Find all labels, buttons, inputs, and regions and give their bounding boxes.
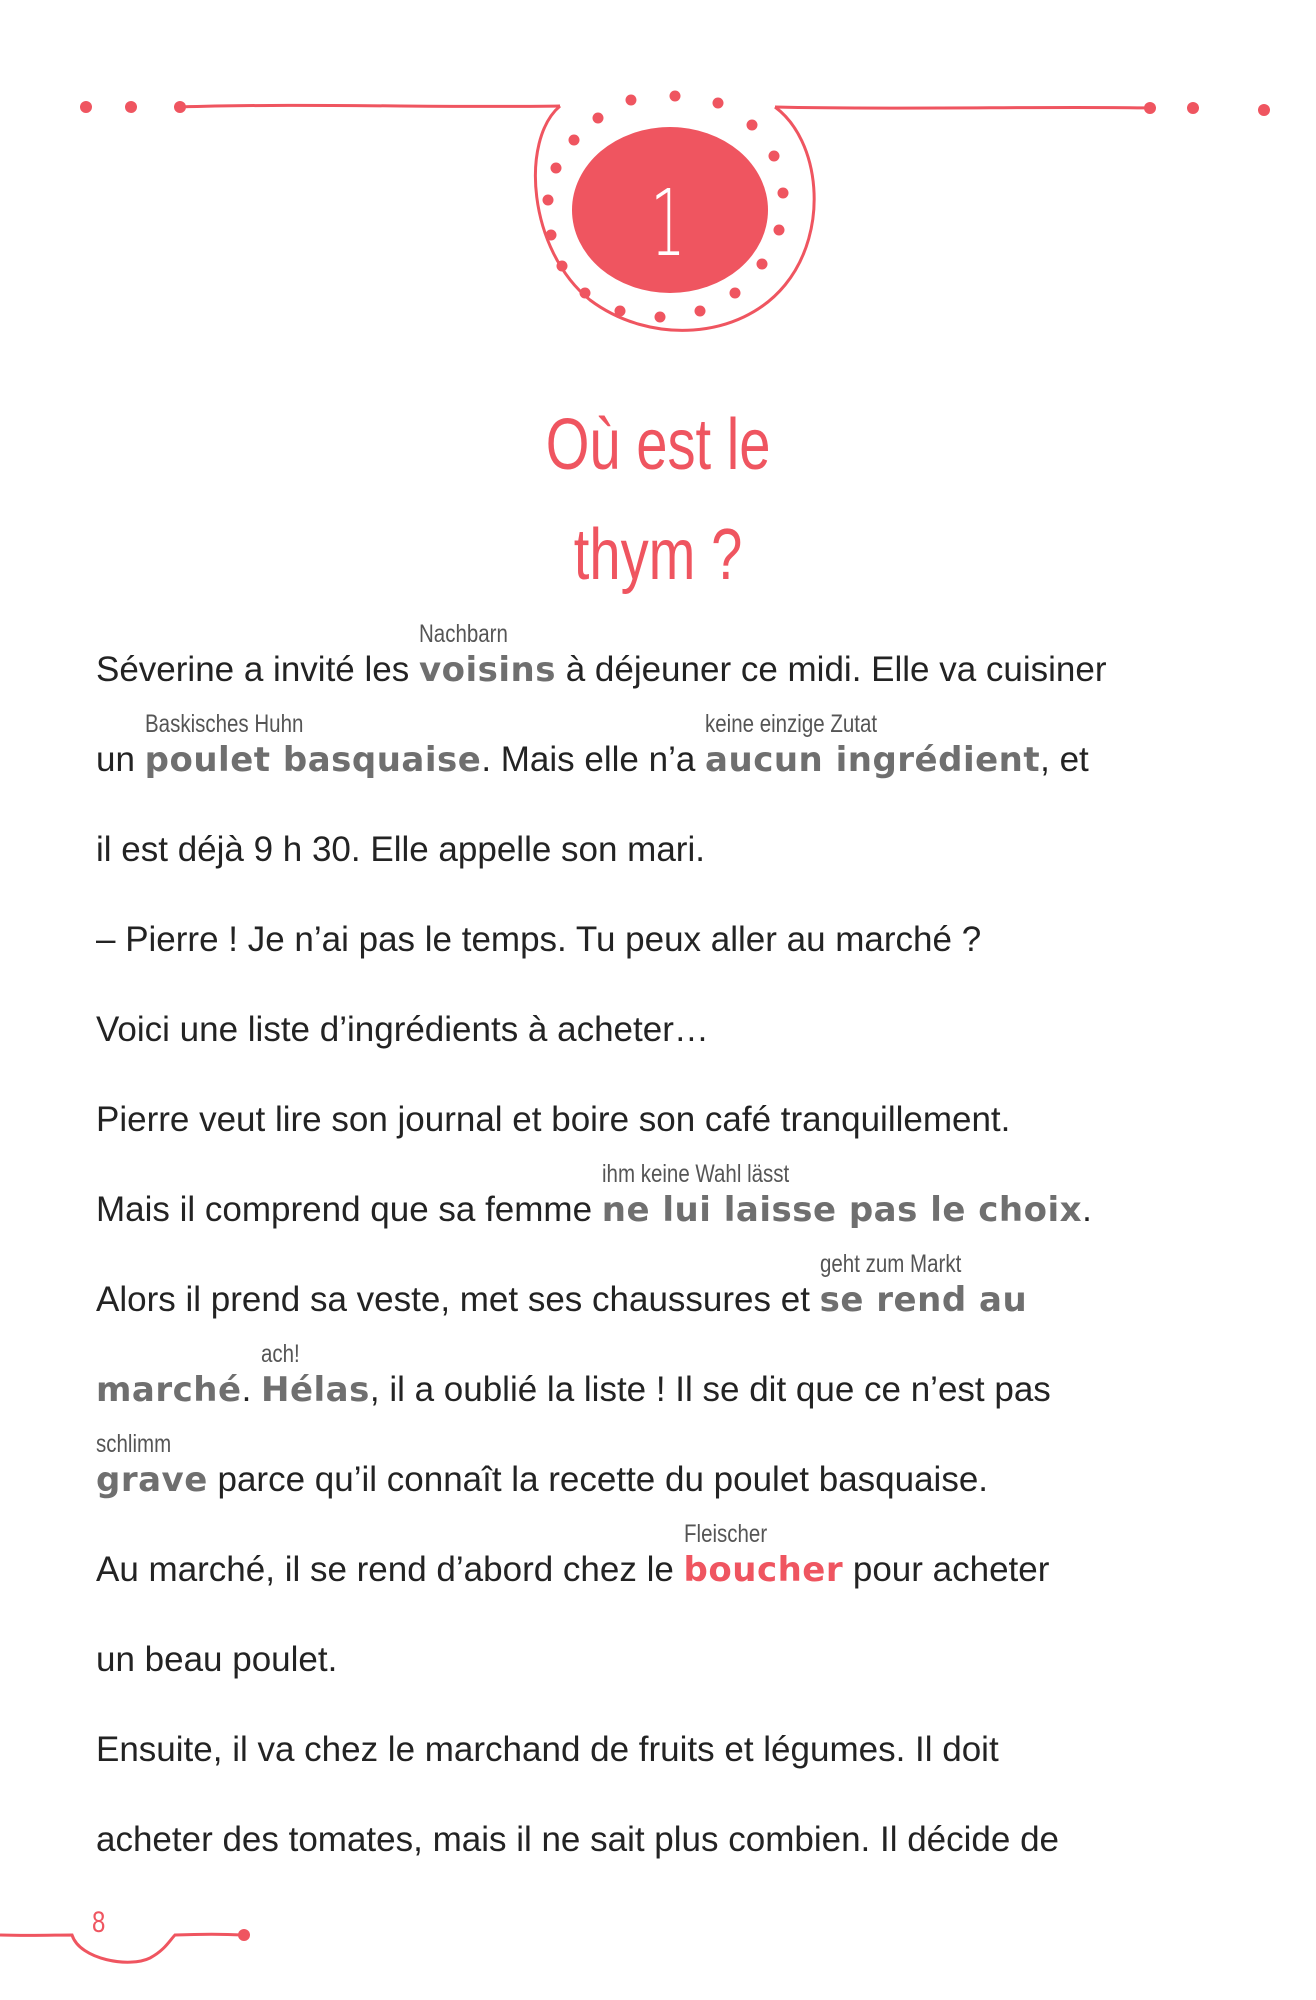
chapter-title (0, 390, 1316, 610)
gloss-boucher: Fleischer (683, 1520, 767, 1548)
gloss-aucun-ingredient: keine einzige Zutat (705, 710, 878, 738)
text-segment: Alors il prend sa veste, met ses chaussures et (96, 1280, 820, 1319)
text-segment: Au marché, il se rend d’abord chez le (96, 1550, 684, 1589)
keyword-text: Hélas (261, 1370, 370, 1410)
text-line (96, 710, 1256, 820)
keyword-text: grave (96, 1460, 208, 1500)
keyword-text: aucun ingrédient (705, 740, 1041, 780)
text-segment: un (96, 740, 145, 779)
text-line (96, 1160, 1256, 1270)
text-line: Ensuite, il va chez le marchand de fruits et légumes. Il doit (96, 1730, 999, 1769)
gloss-ne-lui-laisse: ihm keine Wahl lässt (601, 1160, 789, 1188)
text-line: Voici une liste d’ingrédients à acheter… (96, 1010, 709, 1049)
keyword-text: boucher (683, 1550, 844, 1590)
chapter-number: 1 (650, 169, 686, 277)
text-line (96, 1520, 1256, 1630)
text-line: acheter des tomates, mais il ne sait plus combien. Il décide de (96, 1820, 1059, 1859)
text-segment: Séverine a invité les (96, 650, 419, 689)
gloss-grave: schlimm (96, 1430, 172, 1458)
text-line: un beau poulet. (96, 1640, 338, 1679)
keyword-text: se rend au (819, 1280, 1028, 1320)
keyword-boucher (683, 1520, 844, 1590)
text-line (96, 1340, 1256, 1450)
text-segment: . (1082, 1190, 1092, 1229)
text-segment: Mais il comprend que sa femme (96, 1190, 602, 1229)
keyword-text: voisins (418, 650, 556, 690)
gloss-helas: ach! (261, 1340, 300, 1368)
text-segment: pour acheter (843, 1550, 1050, 1589)
text-line: Pierre veut lire son journal et boire son café tranquillement. (96, 1100, 1011, 1139)
keyword-poulet-basquaise (144, 710, 482, 780)
chapter-title-line-1: Où est le (545, 405, 771, 485)
page-number: 8 (92, 1906, 106, 1939)
keyword-text: poulet basquaise (144, 740, 482, 780)
gloss-poulet-basquaise: Baskisches Huhn (144, 710, 304, 738)
gloss-voisins: Nachbarn (418, 620, 508, 648)
story-paragraph (96, 620, 1256, 1900)
keyword-ne-lui-laisse-pas-le-choix (601, 1160, 1083, 1230)
text-segment: . Mais elle n’a (481, 740, 706, 779)
keyword-text: ne lui laisse pas le choix (601, 1190, 1083, 1230)
text-segment: parce qu’il connaît la recette du poulet basquaise. (207, 1460, 989, 1499)
keyword-marche: marché (96, 1370, 242, 1410)
text-segment: à déjeuner ce midi. Elle va cuisiner (555, 650, 1107, 689)
keyword-se-rend-au-marche (819, 1250, 1028, 1320)
keyword-grave (96, 1430, 208, 1500)
text-segment: , et (1040, 740, 1089, 779)
text-line: il est déjà 9 h 30. Elle appelle son mari. (96, 830, 705, 869)
gloss-se-rend-au-marche: geht zum Markt (819, 1250, 961, 1278)
chapter-title-line-2: thym ? (573, 515, 743, 595)
keyword-voisins (418, 620, 556, 690)
text-line: – Pierre ! Je n’ai pas le temps. Tu peux aller au marché ? (96, 920, 982, 959)
text-line (96, 1430, 1256, 1540)
keyword-helas (261, 1340, 370, 1410)
text-segment: , il a oublié la liste ! Il se dit que ce n’est pas (369, 1370, 1051, 1409)
text-segment: . (241, 1370, 262, 1409)
keyword-aucun-ingredient (705, 710, 1041, 780)
